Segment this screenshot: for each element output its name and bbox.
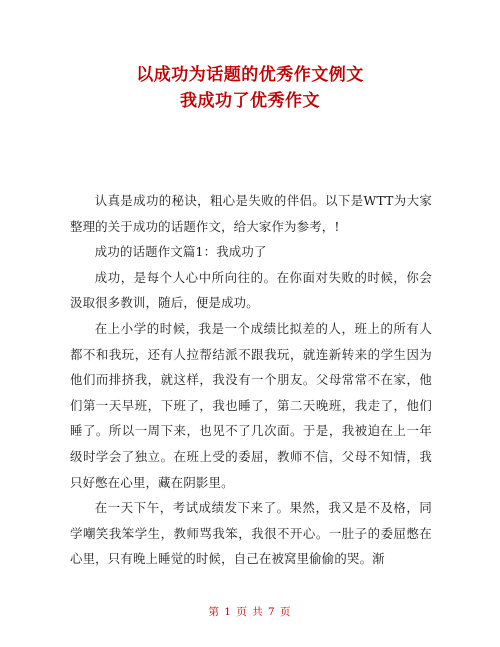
paragraph: 成功，是每个人心中所向往的。在你面对失败的时候，你会汲取很多教训，随后，便是成功。 [70,269,432,311]
document-title: 以成功为话题的优秀作文例文 [136,65,364,85]
document-subtitle: 我成功了优秀作文 [180,91,320,111]
paragraph: 在上小学的时候，我是一个成绩比拟差的人，班上的所有人都不和我玩，还有人拉帮结派不跟我玩，就连新转来的学生因为他们而排挤我，就这样，我没有一个朋友。父母常常不在家，他们第一天早班，下班了，我也睡了，第二天晚班，我走了，他们睡了。所以一周下来，也见不了几次面。于是，我被迫在上一年级时学会了独立。在班上受的委屈，教师不信，父母不知情，我只好憋在心里，藏在阴影里。 [70,320,432,490]
paragraph: 在一天下午，考试成绩发下来了。果然，我又是不及格，同学嘲笑我笨学生，教师骂我笨，我很不开心。一肚子的委屈憋在心里，只有晚上睡觉的时候，自己在被窝里偷偷的哭。渐 [70,500,432,567]
paragraph-intro: 认真是成功的秘诀，粗心是失败的伴侣。以下是WTT为大家整理的关于成功的话题作文，给大家作为参考，! [70,193,432,234]
page-footer: 第 1 页 共 7 页 [208,606,292,618]
title-block [0,62,500,114]
document-body [70,188,432,572]
paragraph-heading: 成功的话题作文篇1：我成功了 [94,244,267,260]
